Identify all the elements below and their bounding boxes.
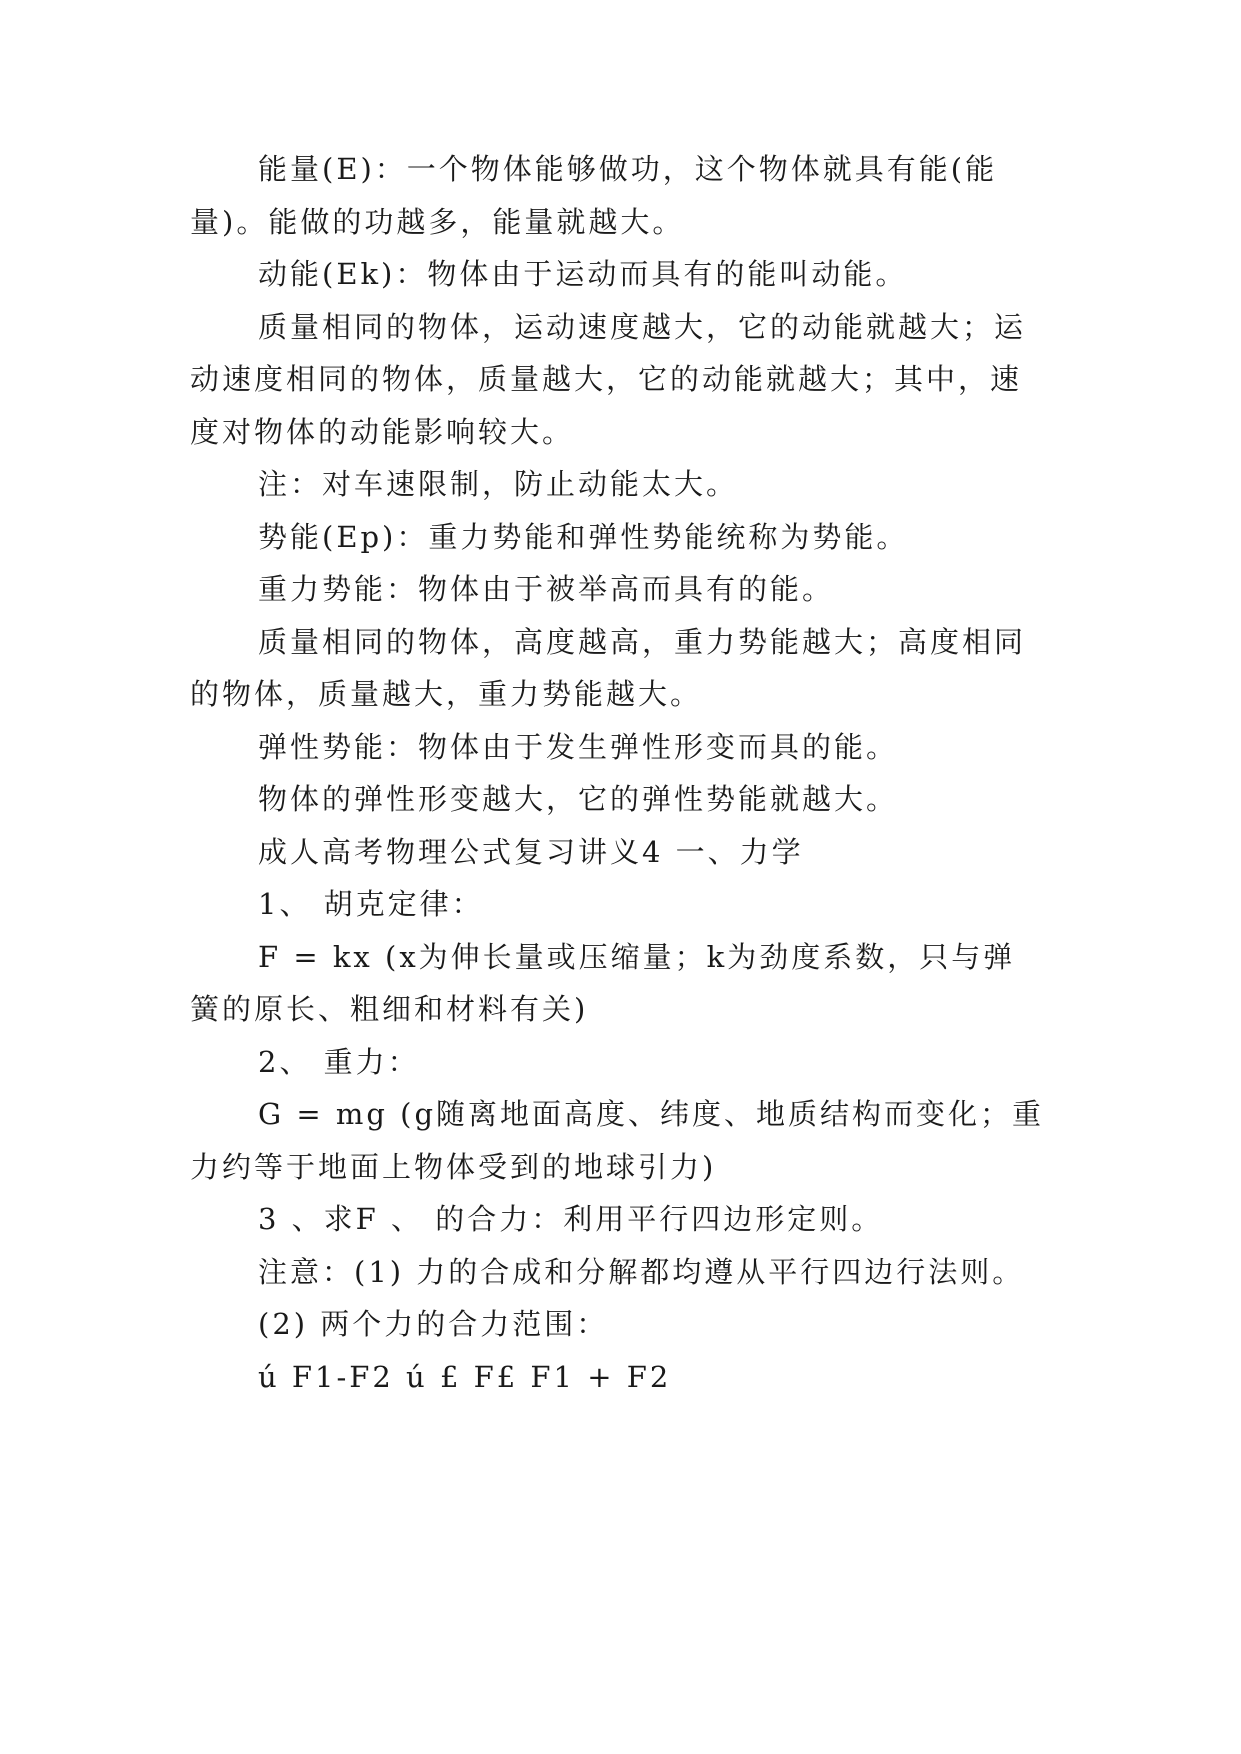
paragraph-gravitational-potential: 重力势能：物体由于被举高而具有的能。 (258, 572, 835, 606)
formula-hookes-law-cont: 簧的原长、粗细和材料有关) (190, 992, 589, 1026)
note-resultant-range: (2) 两个力的合力范围： (258, 1307, 609, 1341)
paragraph-elastic-factors: 物体的弹性形变越大，它的弹性势能就越大。 (258, 782, 899, 816)
paragraph-speed-note: 注：对车速限制，防止动能太大。 (258, 467, 739, 501)
paragraph-kinetic-factors-cont: 动速度相同的物体，质量越大，它的动能就越大；其中，速 (190, 362, 1023, 396)
paragraph-kinetic-energy: 动能(Ek)：物体由于运动而具有的能叫动能。 (258, 257, 908, 291)
paragraph-gravitational-factors-cont: 的物体，质量越大，重力势能越大。 (190, 677, 703, 711)
paragraph-elastic-potential: 弹性势能：物体由于发生弹性形变而具的能。 (258, 730, 899, 764)
paragraph-energy-definition-cont: 量)。能做的功越多，能量就越大。 (190, 205, 685, 239)
paragraph-gravitational-factors: 质量相同的物体，高度越高，重力势能越大；高度相同 (258, 625, 1027, 659)
paragraph-potential-energy: 势能(Ep)：重力势能和弹性势能统称为势能。 (258, 520, 909, 554)
note-force-composition: 注意：(1) 力的合成和分解都均遵从平行四边行法则。 (258, 1255, 1025, 1289)
paragraph-kinetic-factors-end: 度对物体的动能影响较大。 (190, 415, 575, 449)
paragraph-energy-definition: 能量(E)：一个物体能够做功，这个物体就具有能(能 (258, 152, 998, 186)
item-resultant-force: 3 、求F 、 的合力：利用平行四边形定则。 (258, 1202, 884, 1236)
formula-hookes-law: F = kx (x为伸长量或压缩量；k为劲度系数，只与弹 (258, 940, 1016, 974)
formula-gravity-cont: 力约等于地面上物体受到的地球引力) (190, 1150, 717, 1184)
formula-gravity: G = mg (g随离地面高度、纬度、地质结构而变化；重 (258, 1097, 1045, 1131)
section-heading-mechanics: 成人高考物理公式复习讲义4 一、力学 (258, 835, 804, 869)
item-gravity: 2、 重力： (258, 1045, 420, 1079)
item-hookes-law: 1、 胡克定律： (258, 887, 484, 921)
paragraph-kinetic-factors: 质量相同的物体，运动速度越大，它的动能就越大；运 (258, 310, 1027, 344)
formula-resultant-range: ú F1-F2 ú £ F£ F1 + F2 (258, 1360, 672, 1394)
